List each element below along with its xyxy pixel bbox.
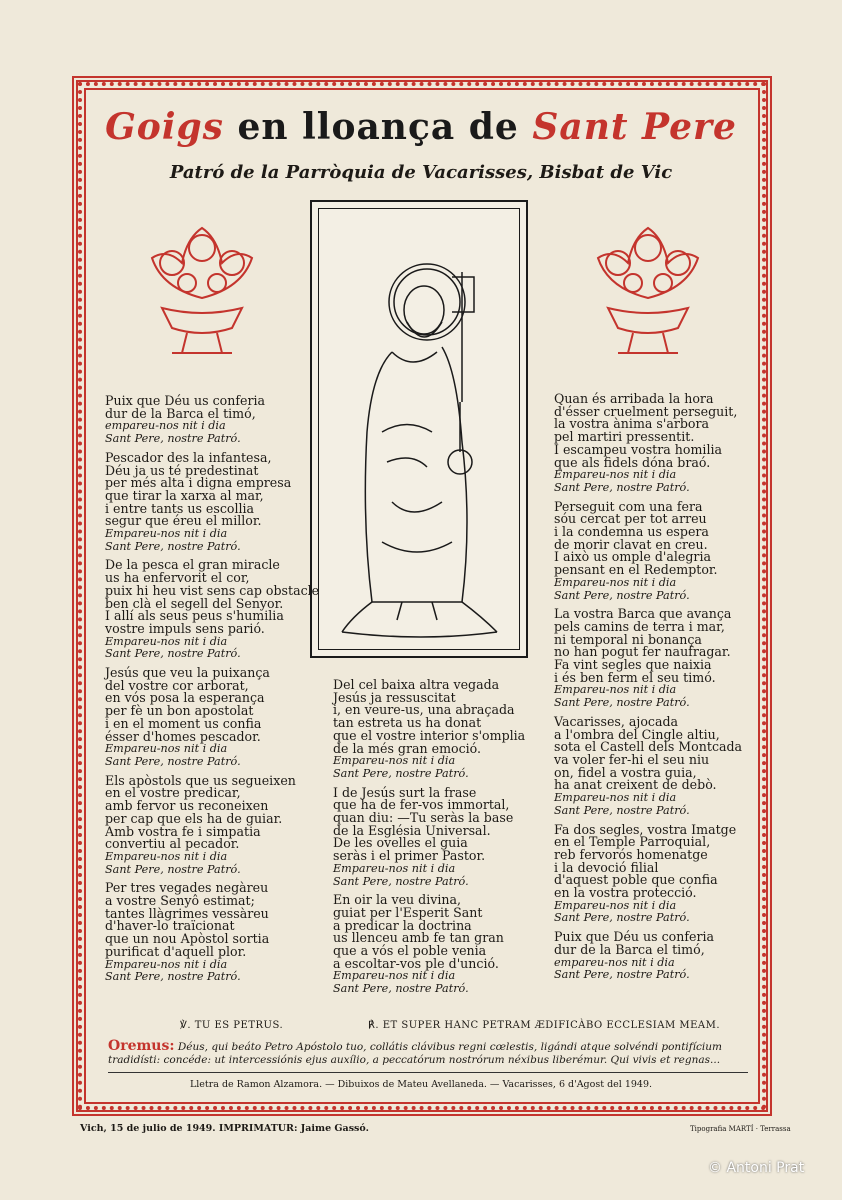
verse-line: I això us omple d'alegria bbox=[554, 549, 711, 565]
verse-line: en el Temple Parroquial, bbox=[554, 834, 711, 850]
verse-line: d'aquest poble que confia bbox=[554, 872, 718, 888]
verse-line: d'haver-lo traïcionat bbox=[105, 918, 235, 934]
verse-line: on, fidel a vostra guia, bbox=[554, 764, 697, 780]
stanza bbox=[105, 559, 325, 661]
stanza bbox=[333, 894, 553, 996]
verse-line: us llenceu amb fe tan gran bbox=[333, 930, 504, 946]
refrain-line: Sant Pere, nostre Patró. bbox=[333, 766, 469, 780]
oremus-lead: Oremus: bbox=[108, 1038, 175, 1054]
verse-line: d'ésser cruelment perseguit, bbox=[554, 403, 738, 419]
refrain-line: Sant Pere, nostre Patró. bbox=[333, 874, 469, 888]
verse-line: per cap que els ha de guiar. bbox=[105, 810, 283, 826]
stanza bbox=[554, 821, 754, 926]
verse-line: a escoltar-vos ple d'unció. bbox=[333, 955, 499, 971]
verse-line: seràs i el primer Pastor. bbox=[333, 848, 486, 864]
versicle: ℣. TU ES PETRUS. bbox=[180, 1020, 284, 1031]
verse-line: va voler fer-hi el seu niu bbox=[554, 751, 710, 767]
verse-line: i la devoció filial bbox=[554, 859, 659, 875]
refrain-line: Empareu-nos nit i dia bbox=[554, 791, 677, 805]
verse-line: i, en veure-us, una abraçada bbox=[333, 702, 515, 718]
verse-line: Fa dos segles, vostra Imatge bbox=[554, 821, 737, 837]
verse-line: pel martiri pressentit. bbox=[554, 429, 695, 445]
verse-line: sota el Castell dels Montcada bbox=[554, 739, 743, 755]
verse-line: a l'ombra del Cingle altiu, bbox=[554, 726, 720, 742]
verse-line: I de Jesús surt la frase bbox=[333, 784, 477, 800]
verse-line: Fa vint segles que naixia bbox=[554, 657, 712, 673]
verse-line: en vós posa la esperança bbox=[105, 690, 265, 706]
verses-left-column bbox=[105, 395, 325, 984]
verse-line: que tirar la xarxa al mar, bbox=[105, 487, 264, 503]
verse-line: que a vós el poble venia bbox=[333, 943, 487, 959]
flower-vase-icon-right bbox=[578, 218, 718, 368]
refrain-line: Empareu-nos nit i dia bbox=[554, 683, 677, 697]
verse-line: convertiu al pecador. bbox=[105, 836, 240, 852]
stanza bbox=[554, 713, 754, 818]
refrain-line: Sant Pere, nostre Patró. bbox=[105, 754, 241, 768]
stanza bbox=[554, 393, 754, 495]
verse-line: en el vostre predicar, bbox=[105, 785, 241, 801]
refrain-line: Sant Pere, nostre Patró. bbox=[554, 803, 690, 817]
verse-line: que un nou Apòstol sortia bbox=[105, 931, 270, 947]
title-word-sant-pere: Sant Pere bbox=[532, 106, 737, 148]
verse-line: que ha de fer-vos immortal, bbox=[333, 797, 510, 813]
oremus-prayer bbox=[108, 1040, 748, 1067]
verse-line: segur que éreu el millor. bbox=[105, 513, 262, 529]
verse-line: i entre tants us escollia bbox=[105, 500, 255, 516]
page-subtitle: Patró de la Parròquia de Vacarisses, Bisbat de Vic bbox=[169, 162, 673, 183]
verse-line: la vostra ànima s'arbora bbox=[554, 416, 710, 432]
verse-line: per fè un bon apostolat bbox=[105, 703, 254, 719]
stanza bbox=[554, 608, 754, 710]
page-title bbox=[0, 106, 842, 148]
verse-line: ha anat creixent de debò. bbox=[554, 777, 717, 793]
verse-line: amb fervor us reconeixen bbox=[105, 798, 269, 814]
verse-line: reb fervorós homenatge bbox=[554, 846, 708, 862]
verse-line: Déu ja us té predestinat bbox=[105, 462, 259, 478]
refrain-line: Sant Pere, nostre Patró. bbox=[554, 911, 690, 925]
refrain-line: Sant Pere, nostre Patró. bbox=[554, 588, 690, 602]
verse-line: dur de la Barca el timó, bbox=[105, 405, 256, 421]
verse-line: Perseguit com una fera bbox=[554, 498, 703, 514]
stanza bbox=[105, 449, 325, 554]
stanza bbox=[105, 772, 325, 877]
verses-right-column bbox=[554, 393, 754, 982]
verse-line: purificat d'aquell plor. bbox=[105, 943, 247, 959]
stanza bbox=[554, 498, 754, 603]
stanza bbox=[105, 667, 325, 769]
verse-line: que als fidels dóna braó. bbox=[554, 454, 711, 470]
saint-peter-illustration bbox=[310, 200, 528, 658]
verse-line: puix hi heu vist sens cap obstacle bbox=[105, 582, 320, 598]
verse-line: en la vostra protecció. bbox=[554, 885, 697, 901]
refrain-line: Empareu-nos nit i dia bbox=[554, 575, 677, 589]
refrain-line: Empareu-nos nit i dia bbox=[333, 861, 456, 875]
verses-middle-column bbox=[333, 679, 553, 996]
verse-line: Jesús que veu la puixança bbox=[105, 665, 270, 681]
verse-line: i és ben ferm el seu timó. bbox=[554, 669, 716, 685]
refrain-line: Sant Pere, nostre Patró. bbox=[105, 862, 241, 876]
verse-line: I allí als seus peus s'humilia bbox=[105, 608, 284, 624]
stanza bbox=[333, 679, 553, 781]
refrain-line: Sant Pere, nostre Patró. bbox=[105, 539, 241, 553]
stanza bbox=[105, 882, 325, 984]
title-word-goigs: Goigs bbox=[105, 106, 224, 148]
stanza bbox=[105, 395, 325, 446]
refrain-line: Sant Pere, nostre Patró. bbox=[105, 647, 241, 661]
verse-line: En oir la veu divina, bbox=[333, 892, 462, 908]
refrain-line: Sant Pere, nostre Patró. bbox=[554, 696, 690, 710]
stanza bbox=[554, 931, 754, 982]
verse-line: per més alta i digna empresa bbox=[105, 475, 292, 491]
verse-line: de la Església Universal. bbox=[333, 822, 491, 838]
refrain-line: Empareu-nos nit i dia bbox=[105, 849, 228, 863]
verse-line: tantes llàgrimes vessàreu bbox=[105, 905, 269, 921]
credits: Lletra de Ramon Alzamora. — Dibuixos de Mateu Avellaneda. — Vacarisses, 6 d'Agost del 1949. bbox=[189, 1079, 653, 1090]
verse-line: Del cel baixa altra vegada bbox=[333, 677, 500, 692]
refrain-line: Sant Pere, nostre Patró. bbox=[333, 982, 469, 996]
refrain-line: Empareu-nos nit i dia bbox=[105, 634, 228, 648]
copyright-watermark: © Antoni Prat bbox=[708, 1160, 805, 1176]
saint-peter-icon bbox=[312, 202, 526, 656]
refrain-line: Empareu-nos nit i dia bbox=[105, 957, 228, 971]
refrain-line: Empareu-nos nit i dia bbox=[105, 742, 228, 756]
refrain-line: Sant Pere, nostre Patró. bbox=[554, 480, 690, 494]
verse-line: Per tres vegades negàreu bbox=[105, 880, 269, 896]
verse-line: De les ovelles el guia bbox=[333, 835, 468, 851]
refrain-line: empareu-nos nit i dia bbox=[554, 955, 675, 969]
refrain-line: Sant Pere, nostre Patró. bbox=[105, 432, 241, 446]
refrain-line: Empareu-nos nit i dia bbox=[333, 969, 456, 983]
verse-line: ni temporal ni bonança bbox=[554, 631, 702, 647]
verse-line: us ha enfervorit el cor, bbox=[105, 570, 250, 586]
refrain-line: Empareu-nos nit i dia bbox=[554, 898, 677, 912]
divider bbox=[108, 1072, 748, 1073]
verse-line: Amb vostra fe i simpatia bbox=[105, 823, 261, 839]
verse-line: pels camins de terra i mar, bbox=[554, 618, 725, 634]
flower-vase-icon-left bbox=[132, 218, 272, 368]
verse-line: pensant en el Redemptor. bbox=[554, 562, 718, 578]
verse-line: Els apòstols que us segueixen bbox=[105, 772, 296, 788]
verse-line: del vostre cor arborat, bbox=[105, 677, 249, 693]
verse-line: no han pogut fer naufragar. bbox=[554, 644, 731, 660]
verse-line: a predicar la doctrina bbox=[333, 917, 472, 933]
verse-line: quan diu: —Tu seràs la base bbox=[333, 810, 514, 826]
response: ℟. ET SUPER HANC PETRAM ÆDIFICÀBO ECCLESIAM MEAM. bbox=[368, 1020, 721, 1031]
refrain-line: Sant Pere, nostre Patró. bbox=[554, 968, 690, 982]
verse-line: i la condemna us espera bbox=[554, 524, 709, 540]
verse-line: de la més gran emoció. bbox=[333, 740, 482, 756]
verse-line: dur de la Barca el timó, bbox=[554, 941, 705, 957]
refrain-line: Sant Pere, nostre Patró. bbox=[105, 970, 241, 984]
verse-line: La vostra Barca que avança bbox=[554, 606, 732, 622]
verse-line: De la pesca el gran miracle bbox=[105, 557, 280, 573]
refrain-line: Empareu-nos nit i dia bbox=[333, 754, 456, 768]
printer-mark: Tipografia MARTÍ · Terrassa bbox=[690, 1125, 791, 1133]
verse-line: vostre impuls sens parió. bbox=[105, 620, 265, 636]
imprimatur: Vich, 15 de julio de 1949. IMPRIMATUR: Jaime Gassó. bbox=[80, 1123, 369, 1134]
verse-line: Puix que Déu us conferia bbox=[105, 393, 266, 408]
verse-line: guiat per l'Esperit Sant bbox=[333, 904, 483, 920]
verse-line: tan estreta us ha donat bbox=[333, 715, 482, 731]
verse-line: ésser d'homes pescador. bbox=[105, 728, 261, 744]
verse-line: ben clà el segell del Senyor. bbox=[105, 595, 284, 611]
verse-line: que el vostre interior s'omplia bbox=[333, 727, 526, 743]
verse-line: sóu cercat per tot arreu bbox=[554, 511, 707, 527]
stanza bbox=[333, 784, 553, 889]
verse-line: Jesús ja ressuscitat bbox=[333, 689, 456, 705]
verse-line: Pescador des la infantesa, bbox=[105, 449, 272, 465]
refrain-line: empareu-nos nit i dia bbox=[105, 419, 226, 433]
title-middle: en lloança de bbox=[237, 106, 519, 148]
verse-line: a vostre Senyô estimat; bbox=[105, 893, 255, 909]
refrain-line: Empareu-nos nit i dia bbox=[105, 527, 228, 541]
verse-line: I escampeu vostra homilia bbox=[554, 441, 723, 457]
verse-line: Vacarisses, ajocada bbox=[554, 713, 679, 729]
refrain-line: Empareu-nos nit i dia bbox=[554, 468, 677, 482]
verse-line: de morir clavat en creu. bbox=[554, 536, 708, 552]
verse-line: Puix que Déu us conferia bbox=[554, 929, 715, 945]
verse-line: i en el moment us confia bbox=[105, 715, 262, 731]
oremus-text: Déus, qui beáto Petro Apóstolo tuo, collátis clávibus regni cœlestis, ligándi atque solvéndi pontifícium tradidísti: concéde: ut intercessiónis ejus auxílio, a peccatórum nostrórum néxibus liberémur. Qui vivis et regnas... bbox=[108, 1041, 722, 1066]
verse-line: Quan és arribada la hora bbox=[554, 391, 714, 406]
